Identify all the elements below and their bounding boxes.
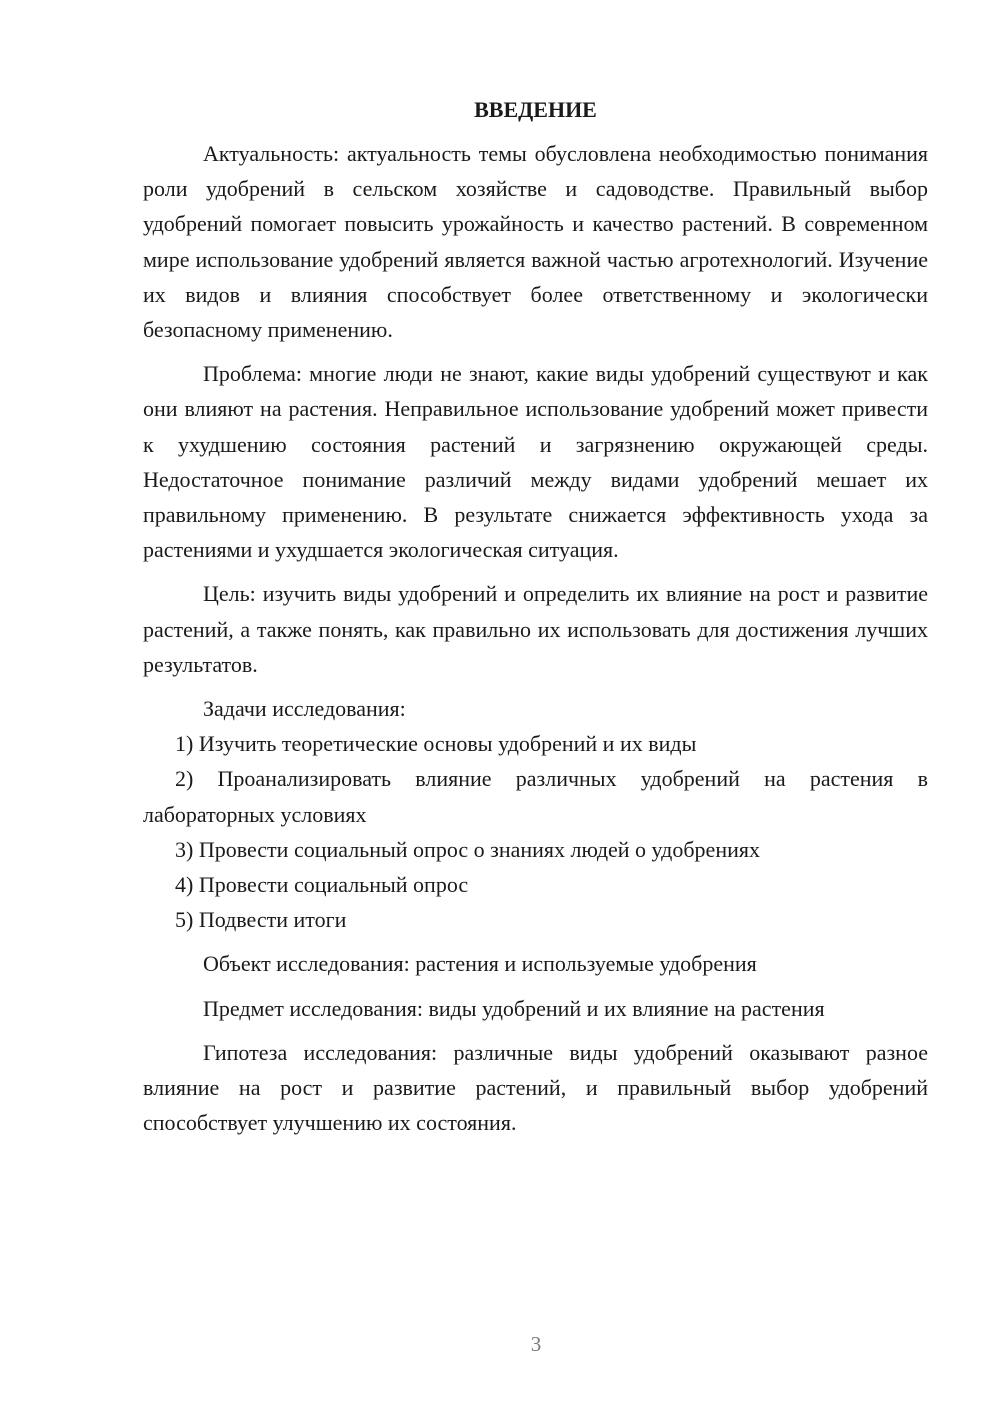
document-body xyxy=(143,92,928,1140)
section-heading: ВВЕДЕНИЕ xyxy=(474,97,597,122)
task-item: 5) Подвести итоги xyxy=(175,907,347,933)
paragraph-relevance: Актуальность: актуальность темы обусловлена необходимостью понимания роли удобрений в сельском хозяйстве и садоводстве. Правильный выбор удобрений помогает повысить урожайность и качество растений. В современном мире использование удобрений является важной частью агротехнологий. Изучение их видов и влияния способствует более ответственному и экологически безопасному применению. xyxy=(143,141,928,343)
task-item: 2) Проанализировать влияние различных удобрений на растения в лабораторных условиях xyxy=(143,766,928,827)
paragraph-goal: Цель: изучить виды удобрений и определить их влияние на рост и развитие растений, а также понять, как правильно их использовать для достижения лучших результатов. xyxy=(143,581,928,677)
paragraph-object: Объект исследования: растения и используемые удобрения xyxy=(203,951,757,977)
paragraph-subject: Предмет исследования: виды удобрений и их влияние на растения xyxy=(203,995,825,1021)
paragraph-hypothesis: Гипотеза исследования: различные виды удобрений оказывают разное влияние на рост и развитие растений, и правильный выбор удобрений способствует улучшению их состояния. xyxy=(143,1039,928,1136)
task-item: 4) Провести социальный опрос xyxy=(175,872,469,898)
page-number: 3 xyxy=(530,1332,542,1356)
task-item: 1) Изучить теоретические основы удобрений и их виды xyxy=(175,731,697,757)
paragraph-problem: Проблема: многие люди не знают, какие виды удобрений существуют и как они влияют на растения. Неправильное использование удобрений может привести к ухудшению состояния растений и загрязнению окружающей среды. Недостаточное понимание различий между видами удобрений мешает их правильному применению. В результате снижается эффективность ухода за растениями и ухудшается экологическая ситуация. xyxy=(143,361,928,563)
task-item: 3) Провести социальный опрос о знаниях людей о удобрениях xyxy=(175,836,760,862)
paragraph-tasks-intro: Задачи исследования: xyxy=(203,696,406,722)
